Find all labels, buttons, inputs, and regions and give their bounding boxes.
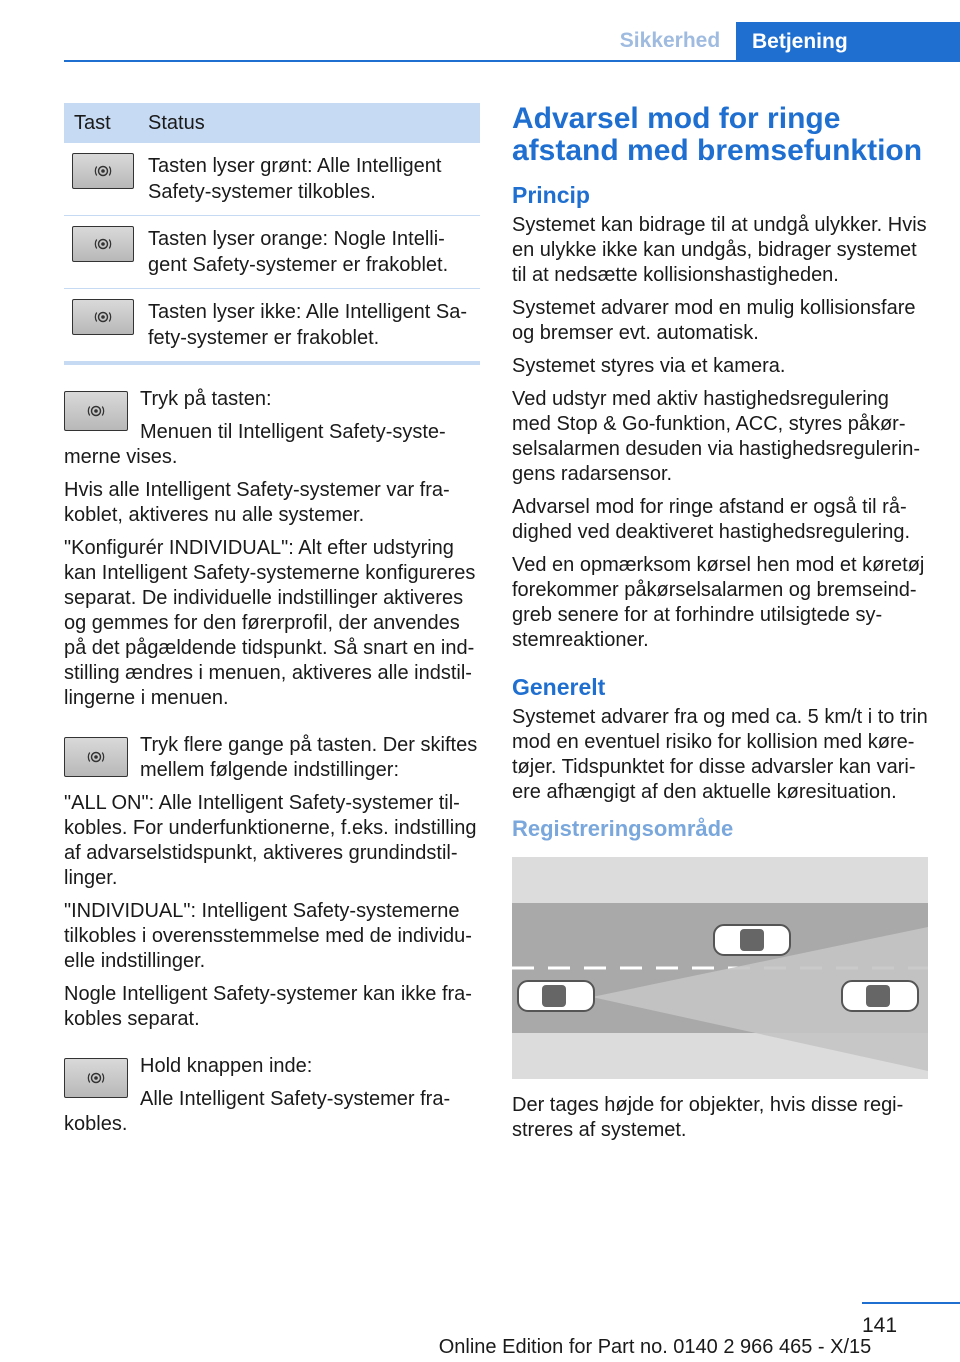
header-tab-betjening[interactable]: Betjening: [736, 22, 960, 62]
figure-caption: Der tages højde for objekter, hvis disse regi-streres af systemet.: [512, 1094, 904, 1141]
page-number-rule: [862, 1302, 960, 1304]
safety-button-icon: [64, 391, 128, 431]
car-front-icon: [714, 925, 790, 955]
step-text: Alle Intelligent Safety-systemer fra-kobles.: [64, 1088, 451, 1135]
car-ahead-icon: [842, 981, 918, 1011]
table-cell-key: [64, 153, 148, 189]
paragraph: Systemet styres via et kamera.: [512, 355, 786, 377]
table-header-status: Status: [148, 111, 205, 134]
step-text: Tryk flere gange på tasten. Der skiftes mellem følgende indstillinger:: [140, 734, 478, 781]
table-cell-status: Tasten lyser grønt: Alle Intelligent Safety-systemer tilkobles.: [148, 155, 442, 203]
step-text: Menuen til Intelligent Safety-syste-merne vises.: [64, 421, 446, 468]
header-tab-sikkerhed[interactable]: Sikkerhed: [619, 29, 721, 52]
heading-registreringsomraade: Registreringsområde: [512, 816, 734, 841]
paragraph: Nogle Intelligent Safety-systemer kan ikke fra-kobles separat.: [64, 983, 472, 1030]
detection-area-illustration: [512, 857, 928, 1079]
heading-princip: Princip: [512, 182, 590, 208]
paragraph: Systemet advarer fra og med ca. 5 km/t i to trin mod en eventuel risiko for kollision med køre-tøjer. Tidspunktet for disse advarsler kan vari-ere afhængigt af den aktuelle køresituation.: [512, 706, 928, 803]
paragraph: Ved en opmærksom kørsel hen mod et køretøj forekommer påkørselsalarmen og bremseind-greb senere for at forhindre utilsigtede sy-stemreaktioner.: [512, 554, 925, 651]
paragraph: Advarsel mod for ringe afstand er også til rå-dighed ved deaktiveret hastighedsregulering.: [512, 496, 911, 543]
paragraph: Ved udstyr med aktiv hastighedsregulering med Stop & Go-funktion, ACC, styres påkør-selsalarmen desuden via hastighedsregulerin-gens radarsensor.: [512, 388, 921, 485]
safety-button-icon: [64, 737, 128, 777]
page-number: 141: [862, 1314, 898, 1337]
safety-button-icon: [64, 1058, 128, 1098]
car-own-icon: [518, 981, 594, 1011]
header-rule: [64, 60, 960, 62]
left-column: [64, 103, 480, 1145]
paragraph: "ALL ON": Alle Intelligent Safety-systemer til-kobles. For underfunktionerne, f.eks. indstilling af advarselstidspunkt, aktiveres grundindstil-linger.: [64, 792, 477, 889]
table-cell-key: [64, 226, 148, 262]
step-text: Hold knappen inde:: [140, 1055, 313, 1077]
step-press-repeatedly: [64, 733, 480, 783]
safety-button-icon: [72, 153, 134, 189]
step-press-button: [64, 387, 480, 470]
table-header-key: Tast: [74, 111, 111, 134]
step-text: Tryk på tasten:: [140, 388, 272, 410]
safety-button-icon: [72, 299, 134, 335]
paragraph: Systemet kan bidrage til at undgå ulykker. Hvis en ulykke ikke kan undgås, bidrager systemet til at nedsætte kollisionshastigheden.: [512, 214, 927, 286]
safety-button-icon: [72, 226, 134, 262]
paragraph: "INDIVIDUAL": Intelligent Safety-systemerne tilkobles i overensstemmelse med de individu-elle indstillinger.: [64, 900, 472, 972]
table-header: [64, 103, 480, 143]
table-row: [64, 216, 480, 289]
paragraph: "Konfigurér INDIVIDUAL": Alt efter udstyring kan Intelligent Safety-systemerne konfigureres separat. De individuelle indstillinger aktiveres og gemmes for den førerprofil, der anvendes på det pågældende tidspunkt. Så snart en ind-stilling ændres i menuen, aktiveres alle indstil-lingerne i menuen.: [64, 537, 476, 709]
step-hold-button: [64, 1054, 480, 1137]
table-row: [64, 143, 480, 216]
footer-edition: [0, 1336, 960, 1359]
footer-edition-text: Online Edition for Part no. 0140 2 966 465 - X/15: [438, 1336, 872, 1358]
right-column: [512, 103, 928, 1151]
table-cell-status: Tasten lyser orange: Nogle Intelli-gent Safety-systemer er frakoblet.: [148, 228, 449, 276]
heading-generelt: Generelt: [512, 674, 606, 700]
table-cell-status: Tasten lyser ikke: Alle Intelligent Sa-fety-systemer er frakoblet.: [148, 301, 468, 349]
table-cell-key: [64, 299, 148, 335]
paragraph: Hvis alle Intelligent Safety-systemer var fra-koblet, aktiveres nu alle systemer.: [64, 479, 450, 526]
table-row: [64, 289, 480, 361]
road-diagram: [512, 857, 928, 1079]
section-title: Advarsel mod for ringe afstand med bremsefunktion: [512, 102, 923, 167]
paragraph: Systemet advarer mod en mulig kollisionsfare og bremser evt. automatisk.: [512, 297, 916, 344]
